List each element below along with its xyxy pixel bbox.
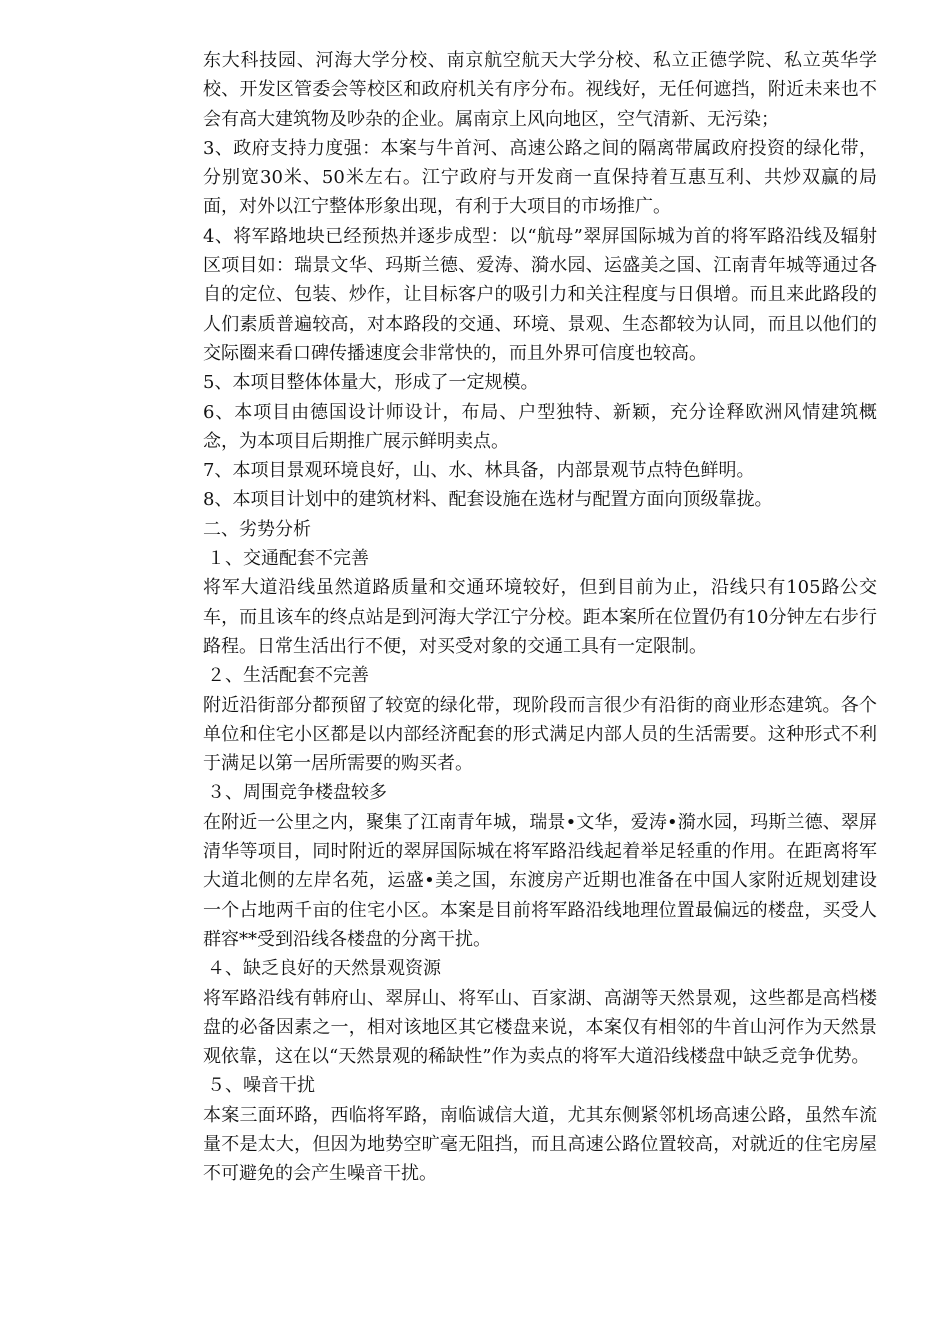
paragraph-advantage-8: 8、本项目计划中的建筑材料、配套设施在选材与配置方面向顶级靠拢。	[203, 489, 773, 511]
paragraph-landscape: 将军路沿线有韩府山、翠屏山、将军山、百家湖、高湖等天然景观，这些都是高档楼盘的必备因素之一，相对该地区其它楼盘来说，本案仅有相邻的牛首山河作为天然景观依靠，这在以“天然景观的稀缺性”作为卖点的将军大道沿线楼盘中缺乏竞争优势。	[203, 987, 877, 1068]
paragraph-living-facilities: 附近沿街部分都预留了较宽的绿化带，现阶段而言很少有沿街的商业形态建筑。各个单位和住宅小区都是以内部经济配套的形式满足内部人员的生活需要。这种形式不利于满足以第一居所需要的购买者。	[203, 694, 877, 775]
paragraph-advantage-3: 3、政府支持力度强：本案与牛首河、高速公路之间的隔离带属政府投资的绿化带，分别宽30米、50米左右。江宁政府与开发商一直保持着互惠互利、共炒双赢的局面，对外以江宁整体形象出现，有利于大项目的市场推广。	[203, 137, 877, 218]
subheading-noise: ５、噪音干扰	[207, 1075, 315, 1097]
paragraph-location-continued: 东大科技园、河海大学分校、南京航空航天大学分校、私立正德学院、私立英华学校、开发区管委会等校区和政府机关有序分布。视线好，无任何遮挡，附近未来也不会有高大建筑物及吵杂的企业。属南京上风向地区，空气清新、无污染；	[203, 50, 877, 130]
document-body	[203, 46, 877, 1189]
paragraph-advantage-7: 7、本项目景观环境良好，山、水、林具备，内部景观节点特色鲜明。	[203, 460, 755, 482]
paragraph-advantage-6: 6、本项目由德国设计师设计，布局、户型独特、新颖，充分诠释欧洲风情建筑概念，为本项目后期推广展示鲜明卖点。	[203, 401, 877, 452]
paragraph-noise: 本案三面环路，西临将军路，南临诚信大道，尤其东侧紧邻机场高速公路，虽然车流量不是太大，但因为地势空旷毫无阻挡，而且高速公路位置较高，对就近的住宅房屋不可避免的会产生噪音干扰。	[203, 1104, 877, 1185]
subheading-competition: ３、周围竞争楼盘较多	[207, 782, 387, 804]
subheading-transport: １、交通配套不完善	[207, 548, 369, 570]
section-heading-disadvantages: 二、劣势分析	[203, 518, 311, 540]
paragraph-transport: 将军大道沿线虽然道路质量和交通环境较好，但到目前为止，沿线只有105路公交车，而且该车的终点站是到河海大学江宁分校。距本案所在位置仍有10分钟左右步行路程。日常生活出行不便，对买受对象的交通工具有一定限制。	[203, 577, 877, 657]
subheading-living-facilities: ２、生活配套不完善	[207, 665, 369, 687]
paragraph-competition: 在附近一公里之内，聚集了江南青年城，瑞景•文华，爱涛•漪水园，玛斯兰德、翠屏清华等项目，同时附近的翠屏国际城在将军路沿线起着举足轻重的作用。在距离将军大道北侧的左岸名苑，运盛•美之国，东渡房产近期也准备在中国人家附近规划建设一个占地两千亩的住宅小区。本案是目前将军路沿线地理位置最偏远的楼盘，买受人群容**受到沿线各楼盘的分离干扰。	[203, 811, 877, 950]
subheading-landscape: ４、缺乏良好的天然景观资源	[207, 958, 441, 980]
paragraph-advantage-5: 5、本项目整体体量大，形成了一定规模。	[203, 372, 539, 394]
paragraph-advantage-4: 4、将军路地块已经预热并逐步成型：以“航母”翠屏国际城为首的将军路沿线及辐射区项目如：瑞景文华、玛斯兰德、爱涛、漪水园、运盛美之国、江南青年城等通过各自的定位、包装、炒作，让目标客户的吸引力和关注程度与日俱增。而且来此路段的人们素质普遍较高，对本路段的交通、环境、景观、生态都较为认同，而且以他们的交际圈来看口碑传播速度会非常快的，而且外界可信度也较高。	[203, 225, 877, 364]
